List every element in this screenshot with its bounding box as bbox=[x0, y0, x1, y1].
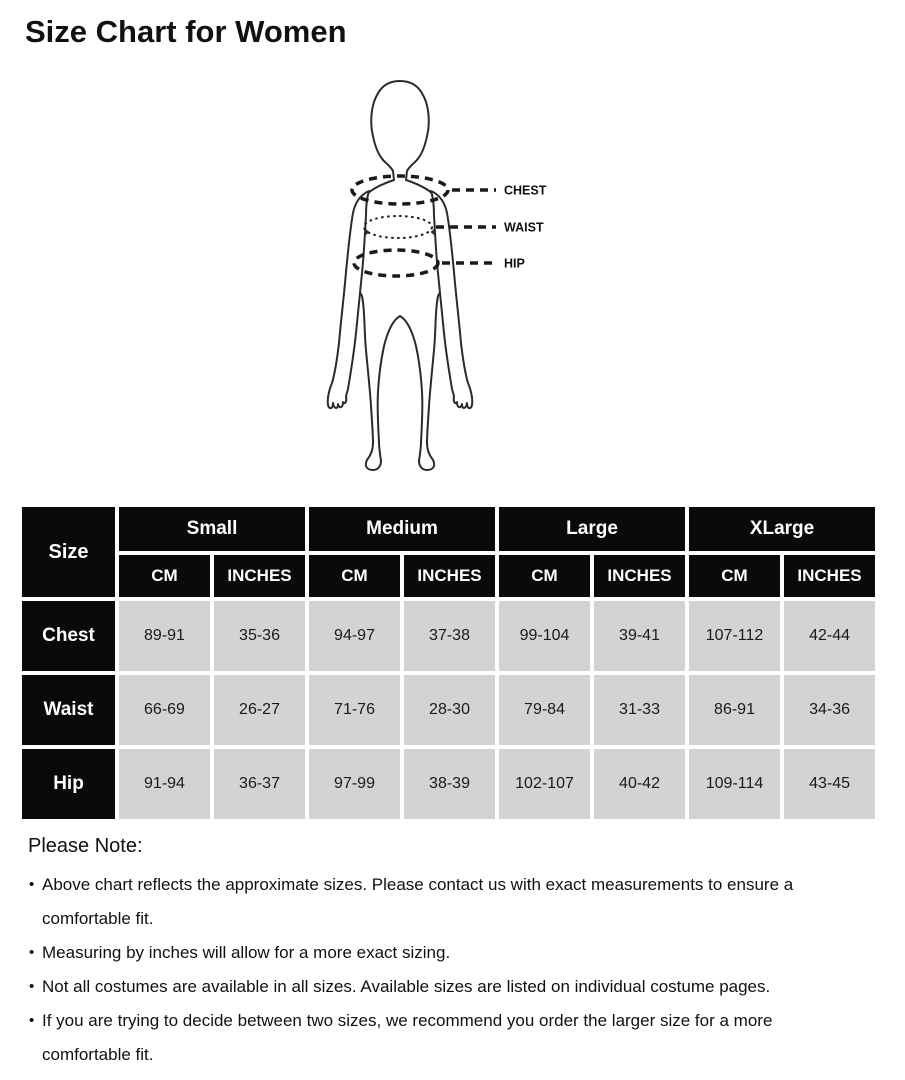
hip-xlarge-cm: 109-114 bbox=[689, 749, 780, 819]
chest-small-cm: 89-91 bbox=[119, 601, 210, 671]
table-row-waist bbox=[22, 675, 875, 745]
bullet-icon: • bbox=[29, 978, 35, 995]
size-group-header-row bbox=[22, 507, 875, 551]
waist-large-inches: 31-33 bbox=[594, 675, 685, 745]
bullet-icon: • bbox=[29, 1012, 35, 1029]
unit-header-xlarge-inches: INCHES bbox=[784, 555, 875, 597]
notes-heading: Please Note: bbox=[28, 835, 143, 857]
waist-label: WAIST bbox=[504, 220, 544, 235]
group-header-medium: Medium bbox=[309, 507, 495, 551]
female-figure-svg bbox=[310, 76, 600, 476]
note-item bbox=[28, 936, 833, 970]
unit-header-large-inches: INCHES bbox=[594, 555, 685, 597]
unit-header-xlarge-cm: CM bbox=[689, 555, 780, 597]
chest-xlarge-inches: 42-44 bbox=[784, 601, 875, 671]
hip-large-cm: 102-107 bbox=[499, 749, 590, 819]
unit-header-small-cm: CM bbox=[119, 555, 210, 597]
page-title: Size Chart for Women bbox=[25, 14, 347, 49]
hip-large-inches: 40-42 bbox=[594, 749, 685, 819]
note-item bbox=[28, 970, 833, 1004]
size-corner-header: Size bbox=[22, 507, 115, 597]
bullet-icon: • bbox=[29, 944, 35, 961]
group-header-small: Small bbox=[119, 507, 305, 551]
chest-xlarge-cm: 107-112 bbox=[689, 601, 780, 671]
chest-label: CHEST bbox=[504, 183, 547, 198]
unit-header-medium-cm: CM bbox=[309, 555, 400, 597]
table-row-hip bbox=[22, 749, 875, 819]
body-measurement-diagram bbox=[310, 76, 600, 476]
waist-medium-inches: 28-30 bbox=[404, 675, 495, 745]
hip-label: HIP bbox=[504, 256, 525, 271]
note-text: Measuring by inches will allow for a more exact sizing. bbox=[42, 943, 451, 962]
chest-large-cm: 99-104 bbox=[499, 601, 590, 671]
hip-xlarge-inches: 43-45 bbox=[784, 749, 875, 819]
waist-medium-cm: 71-76 bbox=[309, 675, 400, 745]
hip-small-inches: 36-37 bbox=[214, 749, 305, 819]
notes-list bbox=[28, 868, 905, 1072]
chest-large-inches: 39-41 bbox=[594, 601, 685, 671]
hip-medium-inches: 38-39 bbox=[404, 749, 495, 819]
row-label-chest: Chest bbox=[22, 601, 115, 671]
unit-header-large-cm: CM bbox=[499, 555, 590, 597]
table-row-chest bbox=[22, 601, 875, 671]
group-header-xlarge: XLarge bbox=[689, 507, 875, 551]
chest-medium-cm: 94-97 bbox=[309, 601, 400, 671]
hip-medium-cm: 97-99 bbox=[309, 749, 400, 819]
unit-header-medium-inches: INCHES bbox=[404, 555, 495, 597]
group-header-large: Large bbox=[499, 507, 685, 551]
waist-xlarge-cm: 86-91 bbox=[689, 675, 780, 745]
bullet-icon: • bbox=[29, 876, 35, 893]
row-label-waist: Waist bbox=[22, 675, 115, 745]
note-text: If you are trying to decide between two sizes, we recommend you order the larger size for a more comfortable fit. bbox=[42, 1011, 773, 1064]
unit-header-row bbox=[22, 555, 875, 597]
chest-small-inches: 35-36 bbox=[214, 601, 305, 671]
row-label-hip: Hip bbox=[22, 749, 115, 819]
note-text: Above chart reflects the approximate sizes. Please contact us with exact measurements to ensure a comfortable fit. bbox=[42, 875, 794, 928]
size-chart-table bbox=[18, 503, 879, 823]
waist-large-cm: 79-84 bbox=[499, 675, 590, 745]
unit-header-small-inches: INCHES bbox=[214, 555, 305, 597]
waist-small-inches: 26-27 bbox=[214, 675, 305, 745]
hip-small-cm: 91-94 bbox=[119, 749, 210, 819]
notes-section bbox=[28, 833, 905, 1072]
note-item bbox=[28, 1004, 833, 1072]
chest-medium-inches: 37-38 bbox=[404, 601, 495, 671]
note-text: Not all costumes are available in all sizes. Available sizes are listed on individual costume pages. bbox=[42, 977, 771, 996]
waist-small-cm: 66-69 bbox=[119, 675, 210, 745]
waist-xlarge-inches: 34-36 bbox=[784, 675, 875, 745]
note-item bbox=[28, 868, 833, 936]
